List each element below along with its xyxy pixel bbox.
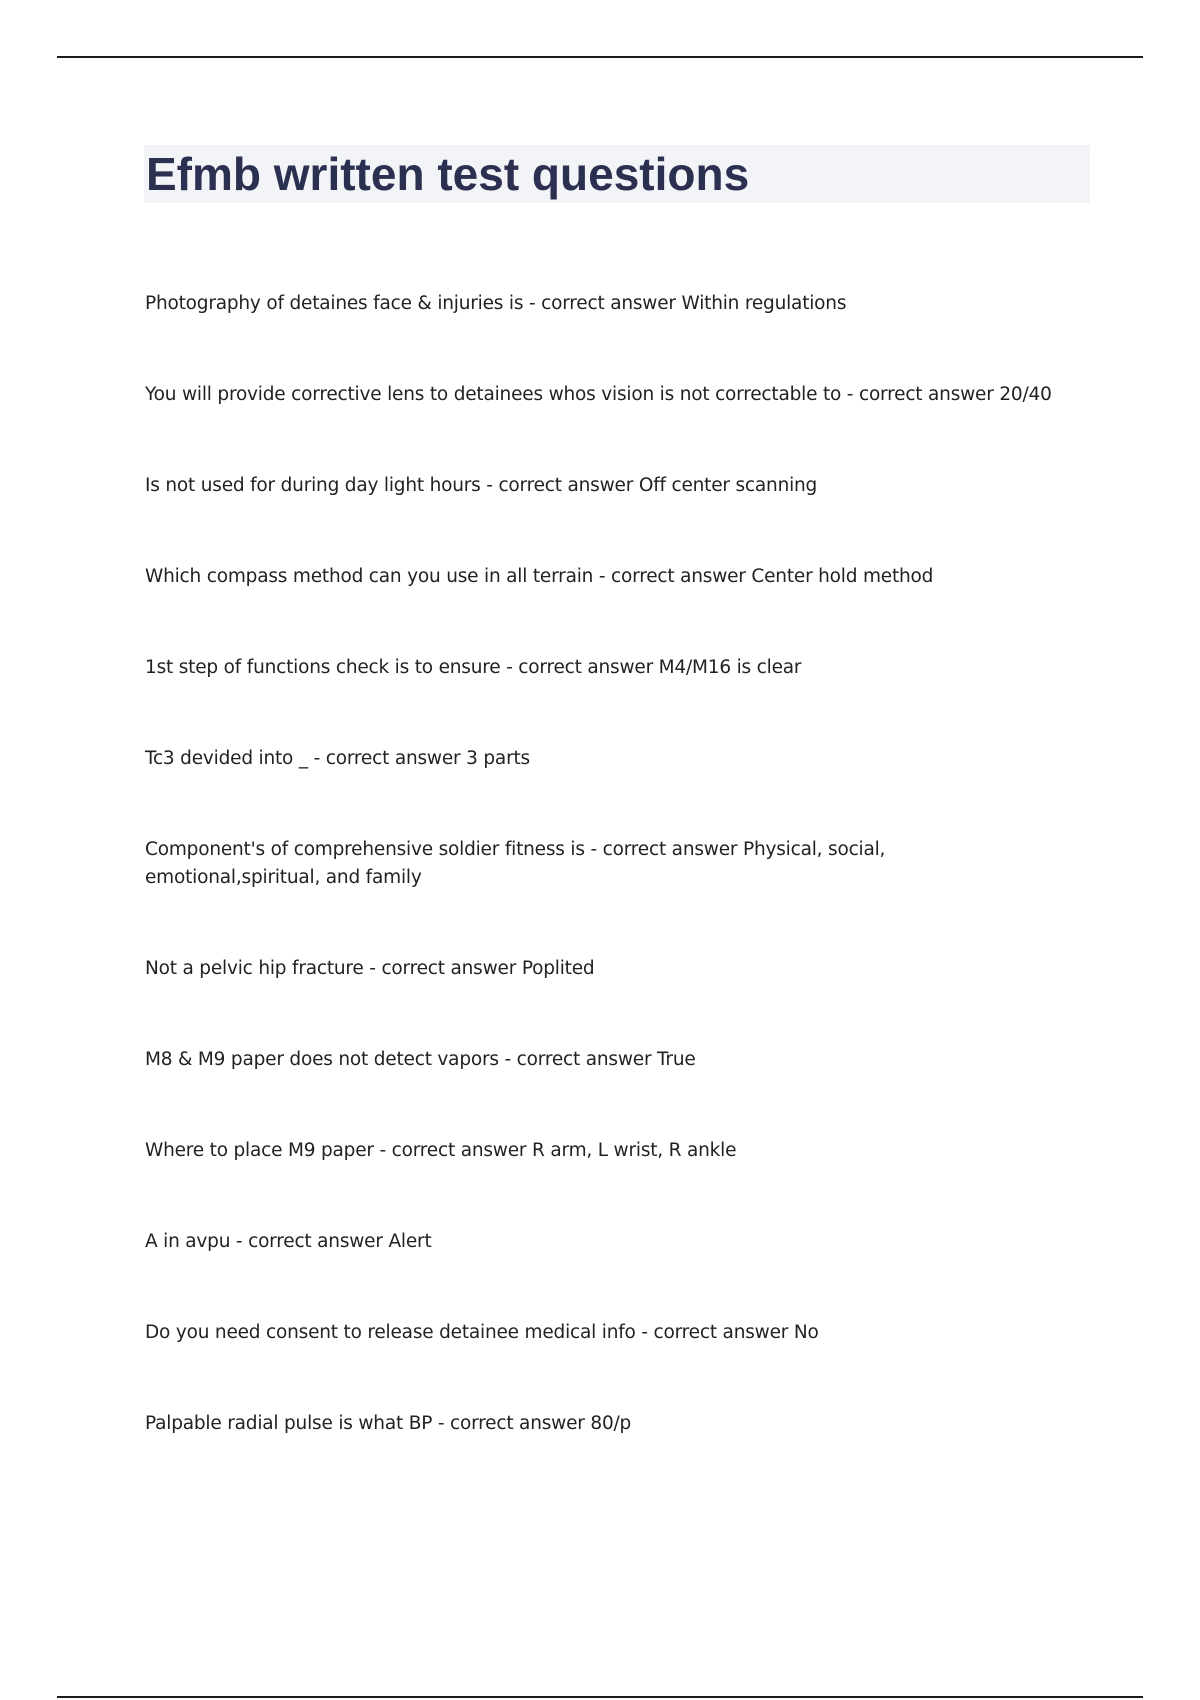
question-text: Component's of comprehensive soldier fitness is: [145, 839, 585, 860]
answer-text: Physical, social, emotional,spiritual, and family: [145, 839, 886, 888]
question-text: Palpable radial pulse is what BP: [145, 1413, 433, 1434]
qa-item: [145, 1046, 1065, 1074]
separator: -: [841, 384, 859, 405]
answer-label: correct answer: [611, 566, 746, 587]
answer-label: correct answer: [450, 1413, 585, 1434]
qa-item: [145, 563, 1065, 591]
qa-item: [145, 472, 1065, 500]
question-text: 1st step of functions check is to ensure: [145, 657, 501, 678]
question-text: You will provide corrective lens to detainees whos vision is not correctable to: [145, 384, 842, 405]
top-rule: [57, 56, 1143, 58]
page-title: Efmb written test questions: [146, 148, 750, 200]
separator: -: [500, 657, 519, 678]
separator: -: [635, 1322, 654, 1343]
question-text: Photography of detaines face & injuries is: [145, 293, 524, 314]
separator: -: [480, 475, 499, 496]
separator: -: [363, 958, 382, 979]
question-text: Tc3 devided into _: [145, 748, 308, 769]
qa-item: [145, 1137, 1065, 1165]
separator: -: [230, 1231, 249, 1252]
answer-label: correct answer: [325, 748, 461, 769]
answer-text: Poplited: [521, 958, 595, 979]
answer-text: No: [793, 1322, 819, 1343]
answer-label: correct answer: [516, 1049, 652, 1070]
answer-text: M4/M16 is clear: [658, 657, 802, 678]
answer-text: True: [657, 1049, 696, 1070]
qa-item: [145, 955, 1065, 983]
answer-label: correct answer: [653, 1322, 789, 1343]
answer-text: Within regulations: [681, 293, 847, 314]
qa-item: [145, 381, 1065, 409]
qa-item: [145, 290, 1065, 318]
answer-text: Center hold method: [751, 566, 934, 587]
qa-item: [145, 1410, 1065, 1438]
separator: -: [523, 293, 542, 314]
qa-item: [145, 654, 1065, 682]
answer-text: R arm, L wrist, R ankle: [532, 1140, 737, 1161]
answer-text: Off center scanning: [638, 475, 818, 496]
separator: -: [498, 1049, 517, 1070]
question-text: Which compass method can you use in all terrain: [145, 566, 594, 587]
question-text: Not a pelvic hip fracture: [145, 958, 364, 979]
answer-label: correct answer: [518, 657, 653, 678]
qa-item: [145, 1319, 1065, 1347]
question-text: A in avpu: [145, 1231, 231, 1252]
answer-text: 3 parts: [466, 748, 530, 769]
answer-text: 80/p: [590, 1413, 632, 1434]
separator: -: [307, 748, 326, 769]
answer-label: correct answer: [381, 958, 517, 979]
bottom-rule: [57, 1696, 1143, 1698]
question-text: M8 & M9 paper does not detect vapors: [145, 1049, 499, 1070]
answer-label: correct answer: [391, 1140, 527, 1161]
title-band: [144, 145, 1090, 203]
answer-label: correct answer: [498, 475, 634, 496]
answer-text: Alert: [388, 1231, 432, 1252]
question-text: Is not used for during day light hours: [145, 475, 481, 496]
answer-text: 20/40: [999, 384, 1052, 405]
separator: -: [432, 1413, 450, 1434]
separator: -: [373, 1140, 392, 1161]
answer-label: correct answer: [602, 839, 738, 860]
answer-label: correct answer: [858, 384, 994, 405]
qa-item: [145, 745, 1065, 773]
qa-item: [145, 1228, 1065, 1256]
answer-label: correct answer: [541, 293, 676, 314]
separator: -: [584, 839, 603, 860]
question-text: Where to place M9 paper: [145, 1140, 374, 1161]
qa-item: [145, 836, 1065, 892]
answer-label: correct answer: [248, 1231, 383, 1252]
separator: -: [593, 566, 612, 587]
question-text: Do you need consent to release detainee medical info: [145, 1322, 636, 1343]
